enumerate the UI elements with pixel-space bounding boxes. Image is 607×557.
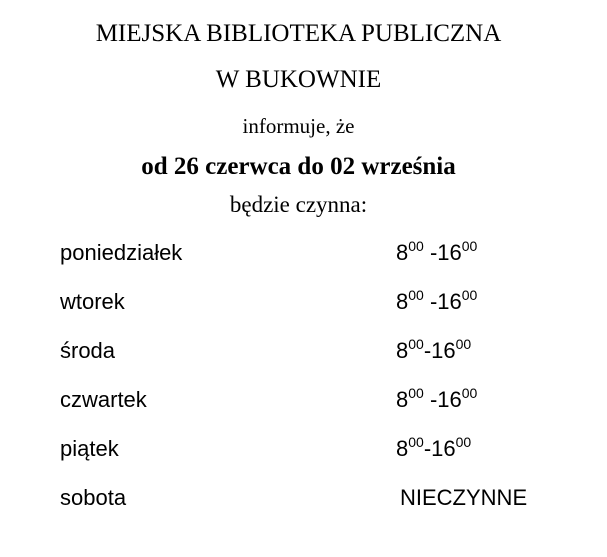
schedule-row-thursday bbox=[0, 387, 607, 421]
day-label: wtorek bbox=[60, 289, 125, 314]
closed-label: NIECZYNNE bbox=[400, 485, 528, 510]
day-label: środa bbox=[60, 338, 116, 363]
day-label: sobota bbox=[60, 485, 127, 510]
date-range: od 26 czerwca do 02 września bbox=[141, 153, 456, 180]
opening-hours: $8^{00}$ $-16^{00}$ bbox=[396, 238, 478, 265]
schedule-row-wednesday bbox=[0, 338, 607, 372]
day-label: poniedziałek bbox=[60, 240, 183, 265]
library-name: MIEJSKA BIBLIOTEKA PUBLICZNA bbox=[95, 20, 502, 47]
schedule-row-tuesday bbox=[0, 289, 607, 323]
status-intro: będzie czynna: bbox=[229, 192, 368, 217]
library-location: W BUKOWNIE bbox=[215, 66, 382, 93]
opening-hours: $8^{00}-16^{00}$ bbox=[396, 434, 472, 461]
opening-hours: $8^{00}-16^{00}$ bbox=[396, 336, 472, 363]
opening-hours: $8^{00}$ $-16^{00}$ bbox=[396, 385, 478, 412]
schedule-row-monday bbox=[0, 240, 607, 274]
day-label: piątek bbox=[60, 436, 119, 461]
schedule-row-friday bbox=[0, 436, 607, 470]
schedule-row-saturday bbox=[0, 485, 607, 519]
opening-hours: $8^{00}$ $-16^{00}$ bbox=[396, 287, 478, 314]
announcement-text: informuje, że bbox=[242, 114, 355, 138]
day-label: czwartek bbox=[60, 387, 147, 412]
